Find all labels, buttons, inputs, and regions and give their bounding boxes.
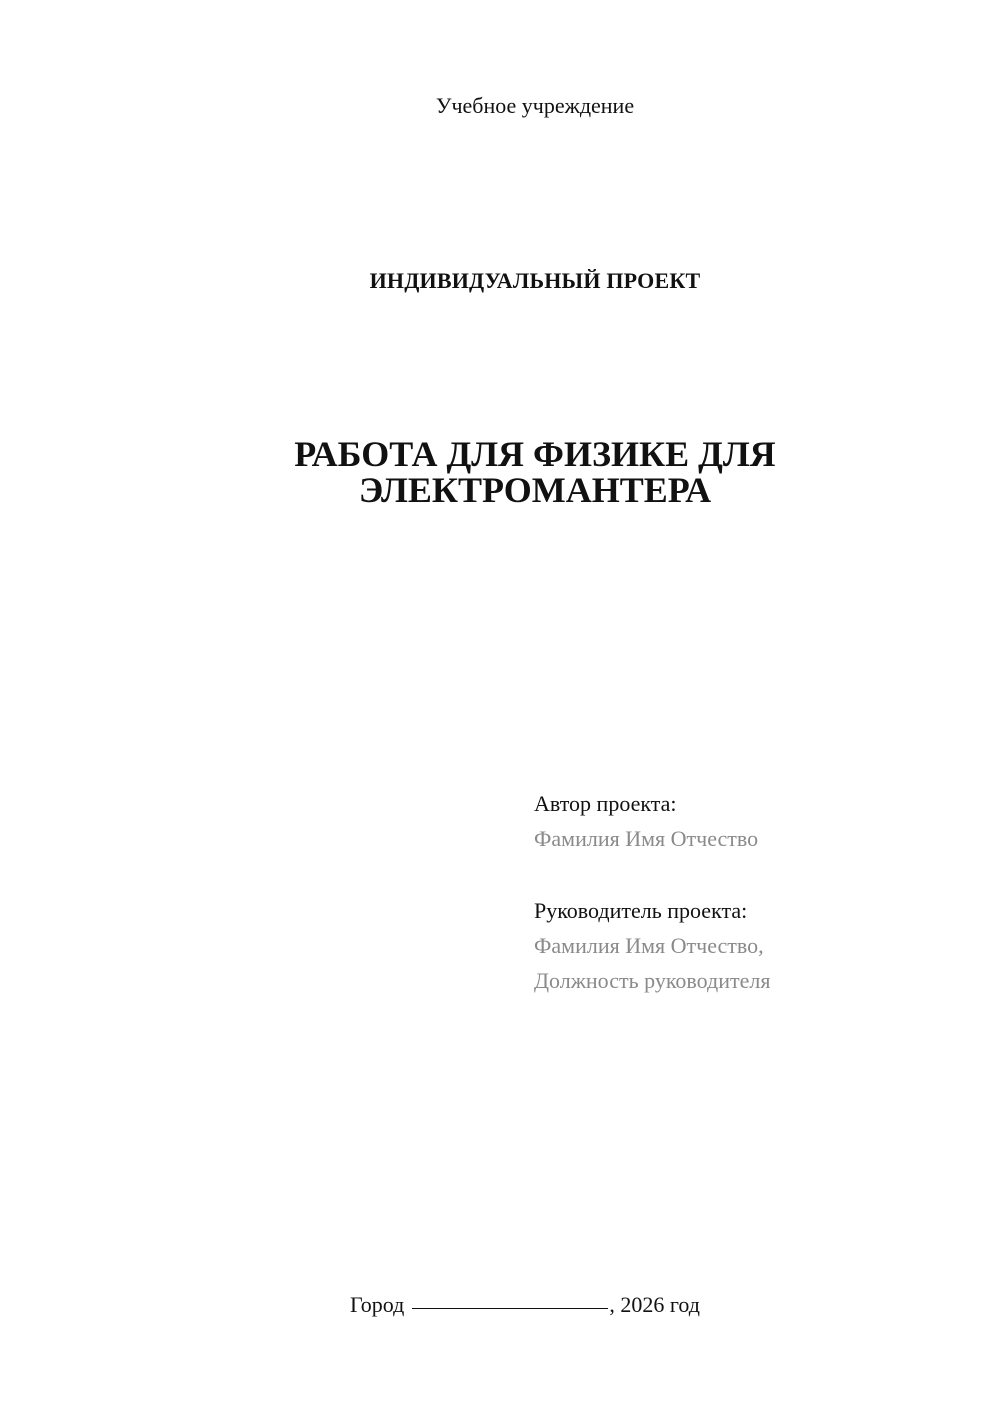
author-info (534, 786, 954, 856)
city-blank-underline (412, 1308, 608, 1309)
project-title-line-2: ЭЛЕКТРОМАНТЕРА (358, 470, 712, 510)
project-title (0, 436, 1000, 508)
author-label: Автор проекта: (534, 791, 677, 816)
supervisor-info (534, 893, 954, 998)
project-type-heading: ИНДИВИДУАЛЬНЫЙ ПРОЕКТ (369, 268, 701, 293)
institution-name: Учебное учреждение (435, 93, 635, 118)
supervisor-label: Руководитель проекта: (534, 898, 748, 923)
city-year-line (350, 1291, 870, 1319)
year-text: , 2026 год (609, 1292, 700, 1317)
city-label: Город (350, 1292, 405, 1317)
author-name-placeholder: Фамилия Имя Отчество (534, 826, 759, 851)
supervisor-name-placeholder: Фамилия Имя Отчество, (534, 933, 764, 958)
project-title-line-1: РАБОТА ДЛЯ ФИЗИКЕ ДЛЯ (294, 434, 776, 474)
supervisor-position-placeholder: Должность руководителя (534, 968, 771, 993)
